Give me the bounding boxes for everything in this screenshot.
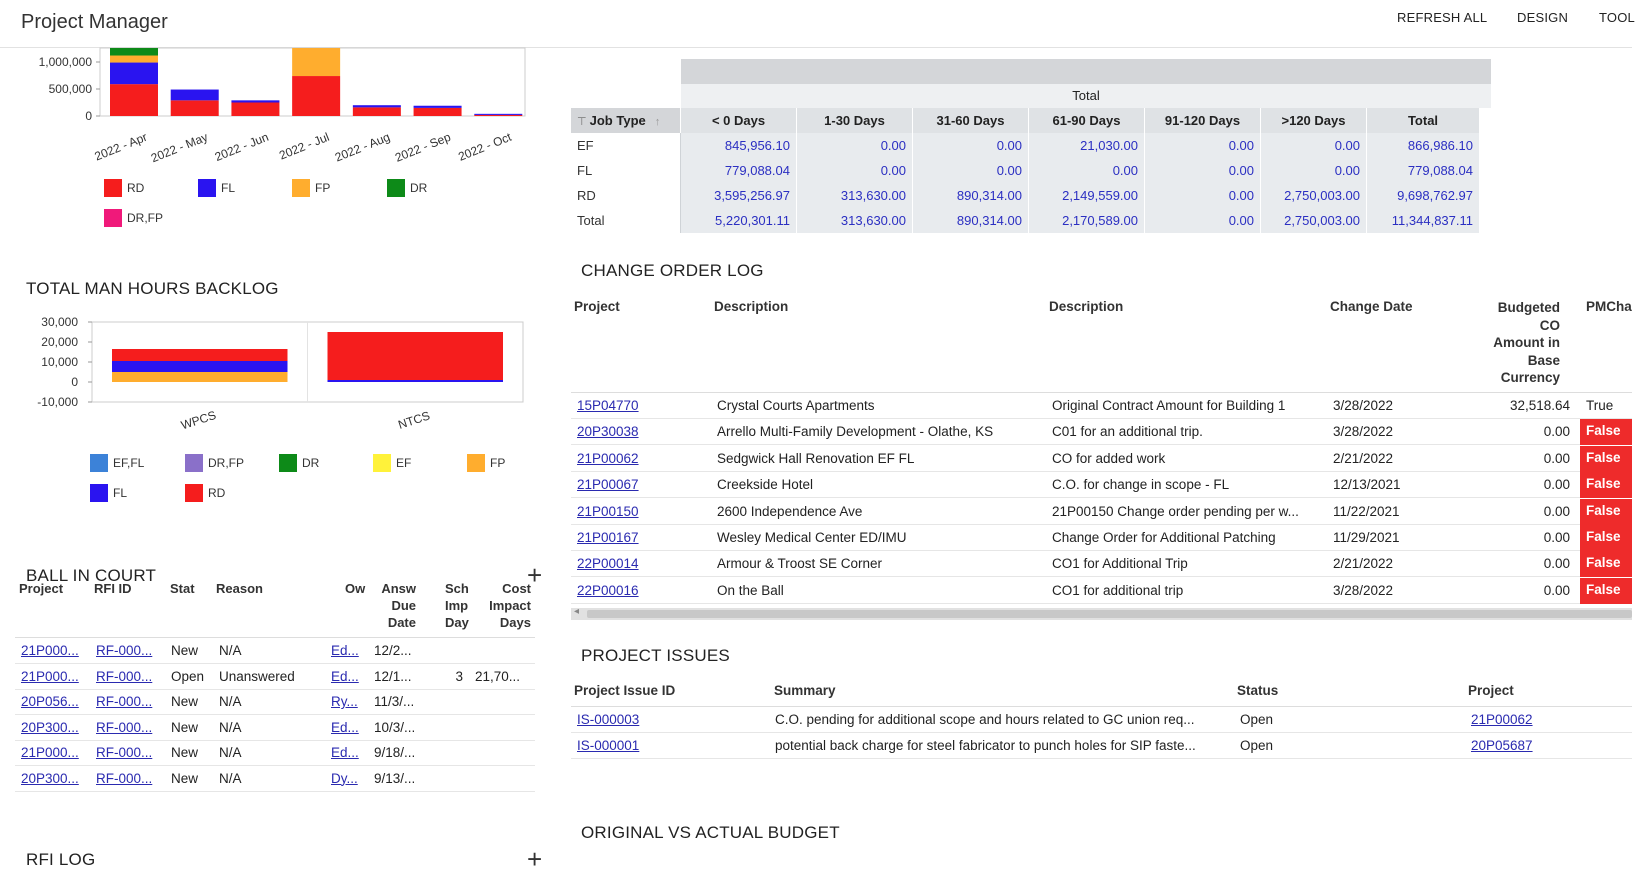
co-budgeted-amount: 32,518.64 xyxy=(1509,398,1570,413)
co-description: On the Ball xyxy=(717,582,784,598)
header-line: CO xyxy=(1539,317,1560,333)
bar-fp xyxy=(112,372,288,382)
bar-fl xyxy=(112,361,288,372)
backlog-title: TOTAL MAN HOURS BACKLOG xyxy=(26,279,279,298)
aging-value: 779,088.04 xyxy=(1367,158,1480,183)
legend-label: DR,FP xyxy=(127,211,163,225)
bic-answer-due: 12/1... xyxy=(374,668,412,684)
header-line: Impact xyxy=(489,598,531,613)
legend-swatch xyxy=(387,179,405,197)
aging-value: 313,630.00 xyxy=(797,183,913,208)
bic-status: New xyxy=(171,770,199,786)
aging-value: 0.00 xyxy=(913,158,1029,183)
aging-value: 0.00 xyxy=(913,133,1029,158)
aging-row-ef xyxy=(571,133,1480,158)
bic-rfi-link[interactable]: RF-000... xyxy=(96,694,153,709)
co-budgeted-amount: 0.00 xyxy=(1543,424,1570,440)
aging-value: 5,220,301.11 xyxy=(681,208,797,233)
table-row xyxy=(571,578,1632,604)
co-change-date: 3/28/2022 xyxy=(1333,398,1394,413)
legend-item-fl xyxy=(198,179,235,197)
co-pm-change-flag: True xyxy=(1586,398,1614,413)
aging-col-label: Total xyxy=(1407,113,1439,128)
co-project-link[interactable]: 21P00150 xyxy=(577,503,639,519)
legend-swatch xyxy=(292,179,310,197)
x-tick-label: 2022 - Jun xyxy=(212,129,271,165)
scrollbar-thumb[interactable] xyxy=(587,610,1632,618)
co-budgeted-amount: 0.00 xyxy=(1543,530,1570,545)
bic-sch-impact: 3 xyxy=(455,668,463,684)
co-description: Arrello Multi-Family Development - Olathe, KS xyxy=(717,424,994,440)
table-row xyxy=(15,766,535,792)
bic-owner-link[interactable]: Ed... xyxy=(331,643,359,658)
legend-swatch xyxy=(198,179,216,197)
bic-col-project[interactable]: Project xyxy=(19,581,64,596)
bic-col-cost-impact[interactable] xyxy=(484,580,531,631)
bic-col-reason[interactable]: Reason xyxy=(216,581,263,596)
bar-dr xyxy=(110,48,158,56)
header-line: Amount in xyxy=(1493,335,1560,350)
co-pm-change-flag: False xyxy=(1580,525,1632,551)
co-col-project[interactable]: Project xyxy=(574,299,620,314)
co-pm-change-flag: False xyxy=(1580,499,1632,525)
issues-col-project[interactable]: Project xyxy=(1468,683,1514,698)
bar-fl xyxy=(110,63,158,85)
y-tick-label: 0 xyxy=(85,109,92,123)
rfi-log-add-button[interactable]: + xyxy=(527,844,543,874)
design-button[interactable]: DESIGN xyxy=(1517,10,1569,25)
bar-fl xyxy=(474,114,522,115)
bic-project-link[interactable]: 20P300... xyxy=(21,770,79,786)
aging-value: 0.00 xyxy=(1145,183,1261,208)
bar-rd xyxy=(328,332,504,380)
sort-icon[interactable]: ↑ xyxy=(651,116,661,128)
header-line: Imp xyxy=(445,598,469,613)
co-description-2: Original Contract Amount for Building 1 xyxy=(1052,398,1286,413)
co-project-link[interactable]: 21P00062 xyxy=(577,450,639,466)
bic-reason: N/A xyxy=(219,643,242,658)
bar-fl xyxy=(328,380,504,382)
bar-rd xyxy=(231,103,279,117)
top-bar xyxy=(0,0,1635,48)
bar-rd xyxy=(353,107,401,116)
bic-status: New xyxy=(171,643,199,658)
co-project-link[interactable]: 22P00016 xyxy=(577,582,639,598)
y-tick-label: 30,000 xyxy=(41,315,78,329)
bic-col-sch-impact[interactable] xyxy=(445,580,469,631)
bic-project-link[interactable]: 21P000... xyxy=(21,745,79,760)
legend-swatch xyxy=(90,454,108,472)
aging-value: 866,986.10 xyxy=(1367,133,1480,158)
table-row xyxy=(15,715,535,741)
aging-header-band xyxy=(681,59,1491,84)
y-tick-label: 0 xyxy=(71,375,78,389)
aging-value: 0.00 xyxy=(1261,133,1367,158)
aging-value: 0.00 xyxy=(1029,158,1145,183)
ball-in-court-title: BALL IN COURT xyxy=(26,566,157,585)
issues-col-id[interactable]: Project Issue ID xyxy=(574,683,676,698)
table-row xyxy=(571,733,1632,759)
aging-value: 0.00 xyxy=(797,133,913,158)
bic-rfi-link[interactable]: RF-000... xyxy=(96,719,153,735)
bar-rd xyxy=(414,108,462,116)
co-project-link[interactable]: 21P00167 xyxy=(577,530,639,545)
co-col-budgeted-amount[interactable] xyxy=(1490,299,1560,387)
co-budgeted-amount: 0.00 xyxy=(1543,477,1570,493)
aging-col-3[interactable] xyxy=(913,108,1029,133)
issues-col-status[interactable]: Status xyxy=(1237,683,1279,698)
legend-label: DR xyxy=(302,456,320,470)
bic-status: Open xyxy=(171,668,205,684)
aging-table xyxy=(571,108,1480,233)
co-change-date: 11/22/2021 xyxy=(1333,503,1400,519)
tools-button[interactable]: TOOL xyxy=(1599,10,1635,25)
bar-fp xyxy=(110,56,158,63)
co-budgeted-amount: 0.00 xyxy=(1543,450,1570,466)
co-description-2: C01 for an additional trip. xyxy=(1052,424,1203,440)
table-row xyxy=(571,446,1632,472)
header-line: Day xyxy=(445,615,469,630)
co-col-description[interactable]: Description xyxy=(714,299,789,314)
aging-header-row xyxy=(571,108,1480,133)
co-pm-change-flag: False xyxy=(1580,446,1632,472)
aging-col-label: >120 Days xyxy=(1281,113,1346,128)
aging-value: 11,344,837.11 xyxy=(1367,208,1480,233)
co-change-date: 2/21/2022 xyxy=(1333,556,1394,572)
header-line: Base xyxy=(1527,352,1560,368)
legend-swatch xyxy=(279,454,297,472)
table-row xyxy=(571,393,1632,419)
co-project-link[interactable]: 22P00014 xyxy=(577,556,639,572)
issue-status: Open xyxy=(1240,712,1274,727)
co-pm-change-flag: False xyxy=(1580,419,1632,445)
aging-value: 779,088.04 xyxy=(681,158,797,183)
bar-fp xyxy=(292,48,340,76)
aging-col-5[interactable] xyxy=(1145,108,1261,133)
legend-item-fl xyxy=(90,484,127,502)
bic-col-answer-due[interactable] xyxy=(372,580,416,631)
x-tick-label: WPCS xyxy=(179,407,218,433)
aging-value: 890,314.00 xyxy=(913,208,1029,233)
co-change-date: 12/13/2021 xyxy=(1333,477,1401,493)
bic-answer-due: 11/3/... xyxy=(374,694,415,709)
change-order-horizontal-scrollbar[interactable] xyxy=(571,608,1632,620)
bar-fl xyxy=(414,106,462,108)
co-description: Creekside Hotel xyxy=(717,477,814,493)
co-description: Sedgwick Hall Renovation EF FL xyxy=(717,450,915,466)
legend-item-rd xyxy=(185,484,225,502)
y-tick-label: -10,000 xyxy=(37,395,78,409)
table-row xyxy=(571,551,1632,577)
co-description-2: C.O. for change in scope - FL xyxy=(1052,477,1230,493)
table-row xyxy=(15,664,535,690)
legend-item-ef xyxy=(373,454,411,472)
co-project-link[interactable]: 15P04770 xyxy=(577,398,639,413)
aging-col-6[interactable] xyxy=(1261,108,1367,133)
aging-col-label: 91-120 Days xyxy=(1164,113,1241,128)
aging-col-label: 31-60 Days xyxy=(936,113,1005,128)
bic-reason: N/A xyxy=(219,745,242,760)
aging-row-rd xyxy=(571,183,1480,208)
table-row xyxy=(571,419,1632,445)
bic-answer-due: 9/13/... xyxy=(374,770,416,786)
bic-status: New xyxy=(171,719,199,735)
x-tick-label: 2022 - Oct xyxy=(456,129,514,164)
co-pm-change-flag: False xyxy=(1580,578,1632,604)
co-project-link[interactable]: 21P00067 xyxy=(577,477,639,493)
issue-project-link[interactable]: 21P00062 xyxy=(1471,712,1533,727)
aging-value: 2,170,589.00 xyxy=(1029,208,1145,233)
co-change-date: 11/29/2021 xyxy=(1333,530,1400,545)
co-description-2: 21P00150 Change order pending per w... xyxy=(1052,503,1299,519)
bic-reason: N/A xyxy=(219,694,242,709)
bic-rfi-link[interactable]: RF-000... xyxy=(96,668,153,684)
filter-icon[interactable]: ⊤ xyxy=(577,116,590,128)
bic-col-stat[interactable]: Stat xyxy=(170,581,195,596)
legend-swatch xyxy=(104,209,122,227)
table-row xyxy=(571,707,1632,733)
issue-summary: potential back charge for steel fabricator to punch holes for SIP faste... xyxy=(775,738,1196,753)
bar-rd xyxy=(171,100,219,116)
bar-rd xyxy=(292,76,340,116)
aging-col-2[interactable] xyxy=(797,108,913,133)
bic-project-link[interactable]: 21P000... xyxy=(21,643,79,658)
aging-col-4[interactable] xyxy=(1029,108,1145,133)
scroll-left-icon[interactable]: ◂ xyxy=(574,606,580,617)
bar-rd xyxy=(474,115,522,116)
legend-item-fp xyxy=(292,179,330,197)
legend-swatch xyxy=(185,454,203,472)
issue-status: Open xyxy=(1240,738,1274,753)
bic-project-link[interactable]: 21P000... xyxy=(21,668,79,684)
bar-rd xyxy=(110,84,158,116)
aging-value: 2,750,003.00 xyxy=(1261,208,1367,233)
bic-answer-due: 12/2... xyxy=(374,643,412,658)
bic-owner-link[interactable]: Ry... xyxy=(331,694,358,709)
aging-value: 0.00 xyxy=(1145,208,1261,233)
co-description-2: Change Order for Additional Patching xyxy=(1052,530,1276,545)
bic-owner-link[interactable]: Ed... xyxy=(331,668,359,684)
x-tick-label: 2022 - Aug xyxy=(332,129,392,165)
aging-value: 2,149,559.00 xyxy=(1029,183,1145,208)
y-tick-label: 20,000 xyxy=(41,335,78,349)
aging-row-label: EF xyxy=(571,133,681,158)
legend-label: EF xyxy=(396,456,412,470)
aging-value: 3,595,256.97 xyxy=(681,183,797,208)
legend-swatch xyxy=(104,179,122,197)
aging-col-0[interactable] xyxy=(571,108,681,133)
aging-value: 890,314.00 xyxy=(913,183,1029,208)
co-change-date: 3/28/2022 xyxy=(1333,424,1394,440)
y-tick-label: 1,000,000 xyxy=(38,55,92,69)
table-row xyxy=(15,740,535,766)
co-pm-change-flag: False xyxy=(1580,472,1632,498)
co-col-change-date[interactable]: Change Date xyxy=(1330,299,1413,314)
co-description-2: CO for added work xyxy=(1052,450,1166,466)
bic-status: New xyxy=(171,694,199,709)
aging-value: 0.00 xyxy=(797,158,913,183)
y-tick-label: 500,000 xyxy=(48,82,92,96)
co-budgeted-amount: 0.00 xyxy=(1543,556,1570,572)
bic-owner-link[interactable]: Ed... xyxy=(331,719,359,735)
co-col-pm-change[interactable]: PMCha xyxy=(1586,299,1632,314)
bic-answer-due: 9/18/... xyxy=(374,745,416,760)
header-line: Answ xyxy=(381,581,416,596)
co-change-date: 2/21/2022 xyxy=(1333,450,1394,466)
co-col-description-2[interactable]: Description xyxy=(1049,299,1124,314)
co-description: Crystal Courts Apartments xyxy=(717,398,875,413)
bic-project-link[interactable]: 20P300... xyxy=(21,719,79,735)
aging-row-label: FL xyxy=(571,158,681,183)
bic-rfi-link[interactable]: RF-000... xyxy=(96,745,153,760)
bic-reason: Unanswered xyxy=(219,668,295,684)
table-row xyxy=(15,638,535,664)
aging-col-1[interactable] xyxy=(681,108,797,133)
aging-row-total xyxy=(571,208,1480,233)
legend-label: EF,FL xyxy=(113,456,145,470)
monthly-stacked-bar-chart xyxy=(20,48,560,168)
bic-rfi-link[interactable]: RF-000... xyxy=(96,770,153,786)
aging-col-label: 1-30 Days xyxy=(824,113,885,128)
x-tick-label: NTCS xyxy=(396,408,432,432)
x-tick-label: 2022 - Apr xyxy=(92,129,150,164)
aging-value: 21,030.00 xyxy=(1029,133,1145,158)
aging-row-fl xyxy=(571,158,1480,183)
bar-fl xyxy=(353,105,401,107)
bic-answer-due: 10/3/... xyxy=(374,719,416,735)
legend-swatch xyxy=(185,484,203,502)
aging-value: 313,630.00 xyxy=(797,208,913,233)
legend-item-dr xyxy=(387,179,427,197)
legend-item-dr-fp xyxy=(185,454,244,472)
aging-value: 9,698,762.97 xyxy=(1367,183,1480,208)
bic-owner-link[interactable]: Ed... xyxy=(331,745,359,760)
legend-swatch xyxy=(90,484,108,502)
co-description: 2600 Independence Ave xyxy=(717,503,863,519)
header-line: Due xyxy=(391,598,416,613)
header-line: Currency xyxy=(1500,370,1560,385)
bic-reason: N/A xyxy=(219,719,242,735)
bic-col-rfi-id[interactable]: RFI ID xyxy=(94,581,132,596)
aging-col-label: 61-90 Days xyxy=(1052,113,1121,128)
co-budgeted-amount: 0.00 xyxy=(1543,503,1570,519)
legend-item-dr-fp xyxy=(104,209,163,227)
backlog-stacked-bar-chart xyxy=(20,315,560,452)
aging-value: 0.00 xyxy=(1261,158,1367,183)
aging-value: 2,750,003.00 xyxy=(1261,183,1367,208)
legend-label: FP xyxy=(490,456,506,470)
legend-item-ef-fl xyxy=(90,454,144,472)
co-description: Wesley Medical Center ED/IMU xyxy=(717,530,907,545)
aging-total-group-header: Total xyxy=(681,84,1491,108)
aging-row-label: Total xyxy=(571,208,681,233)
co-pm-change-flag: False xyxy=(1580,551,1632,577)
aging-value: 0.00 xyxy=(1145,133,1261,158)
bic-project-link[interactable]: 20P056... xyxy=(21,694,79,709)
legend-item-rd xyxy=(104,179,144,197)
bic-col-owner[interactable]: Ow xyxy=(345,581,366,596)
issue-id-link[interactable]: IS-000003 xyxy=(577,712,640,727)
ball-in-court-add-button[interactable]: + xyxy=(527,560,543,590)
header-line: Budgeted xyxy=(1497,300,1560,315)
co-change-date: 3/28/2022 xyxy=(1333,582,1394,598)
refresh-all-button[interactable]: REFRESH ALL xyxy=(1397,10,1488,25)
issue-id-link[interactable]: IS-000001 xyxy=(577,738,640,753)
change-order-log-title: CHANGE ORDER LOG xyxy=(581,261,764,280)
bic-status: New xyxy=(171,745,199,760)
legend-label: FP xyxy=(315,181,331,195)
budget-title: ORIGINAL VS ACTUAL BUDGET xyxy=(581,823,840,842)
x-tick-label: 2022 - Jul xyxy=(277,129,332,163)
bic-rfi-link[interactable]: RF-000... xyxy=(96,643,153,658)
bar-fl xyxy=(171,90,219,101)
header-line: Cost xyxy=(502,581,531,596)
aging-value: 0.00 xyxy=(1145,158,1261,183)
bar-rd xyxy=(112,349,288,361)
aging-col-7[interactable] xyxy=(1367,108,1480,133)
legend-swatch xyxy=(373,454,391,472)
bar-fl xyxy=(231,100,279,102)
legend-item-fp xyxy=(467,454,505,472)
legend-label: FL xyxy=(221,181,236,195)
table-row xyxy=(15,689,535,715)
issues-col-summary[interactable]: Summary xyxy=(774,683,836,698)
bic-reason: N/A xyxy=(219,770,242,786)
co-description-2: CO1 for Additional Trip xyxy=(1052,556,1188,572)
bic-cost-impact: 21,70... xyxy=(475,668,521,684)
co-description-2: CO1 for additional trip xyxy=(1052,582,1184,598)
x-tick-label: 2022 - May xyxy=(148,129,210,166)
aging-row-label: RD xyxy=(571,183,681,208)
y-tick-label: 10,000 xyxy=(41,355,78,369)
page-title: Project Manager xyxy=(21,11,168,33)
project-issues-title: PROJECT ISSUES xyxy=(581,646,730,665)
header-line: Days xyxy=(499,615,531,630)
issue-summary: C.O. pending for additional scope and hours related to GC union req... xyxy=(775,712,1195,727)
legend-swatch xyxy=(467,454,485,472)
bic-owner-link[interactable]: Dy... xyxy=(331,770,358,786)
aging-value: 845,956.10 xyxy=(681,133,797,158)
legend-item-dr xyxy=(279,454,319,472)
co-description: Armour & Troost SE Corner xyxy=(717,556,883,572)
header-line: Sch xyxy=(445,581,469,596)
legend-label: FL xyxy=(113,486,128,500)
aging-col-label: < 0 Days xyxy=(711,113,766,128)
legend-label: RD xyxy=(208,486,226,500)
issue-project-link[interactable]: 20P05687 xyxy=(1471,738,1533,753)
aging-col-label: Job Type xyxy=(589,113,646,128)
co-budgeted-amount: 0.00 xyxy=(1543,582,1570,598)
rfi-log-title: RFI LOG xyxy=(26,850,96,869)
legend-label: RD xyxy=(127,181,145,195)
table-row xyxy=(571,525,1632,551)
legend-label: DR,FP xyxy=(208,456,244,470)
co-project-link[interactable]: 20P30038 xyxy=(577,424,639,440)
legend-label: DR xyxy=(410,181,428,195)
table-row xyxy=(571,472,1632,498)
x-tick-label: 2022 - Sep xyxy=(393,129,453,165)
table-row xyxy=(571,499,1632,525)
header-line: Date xyxy=(387,615,416,630)
